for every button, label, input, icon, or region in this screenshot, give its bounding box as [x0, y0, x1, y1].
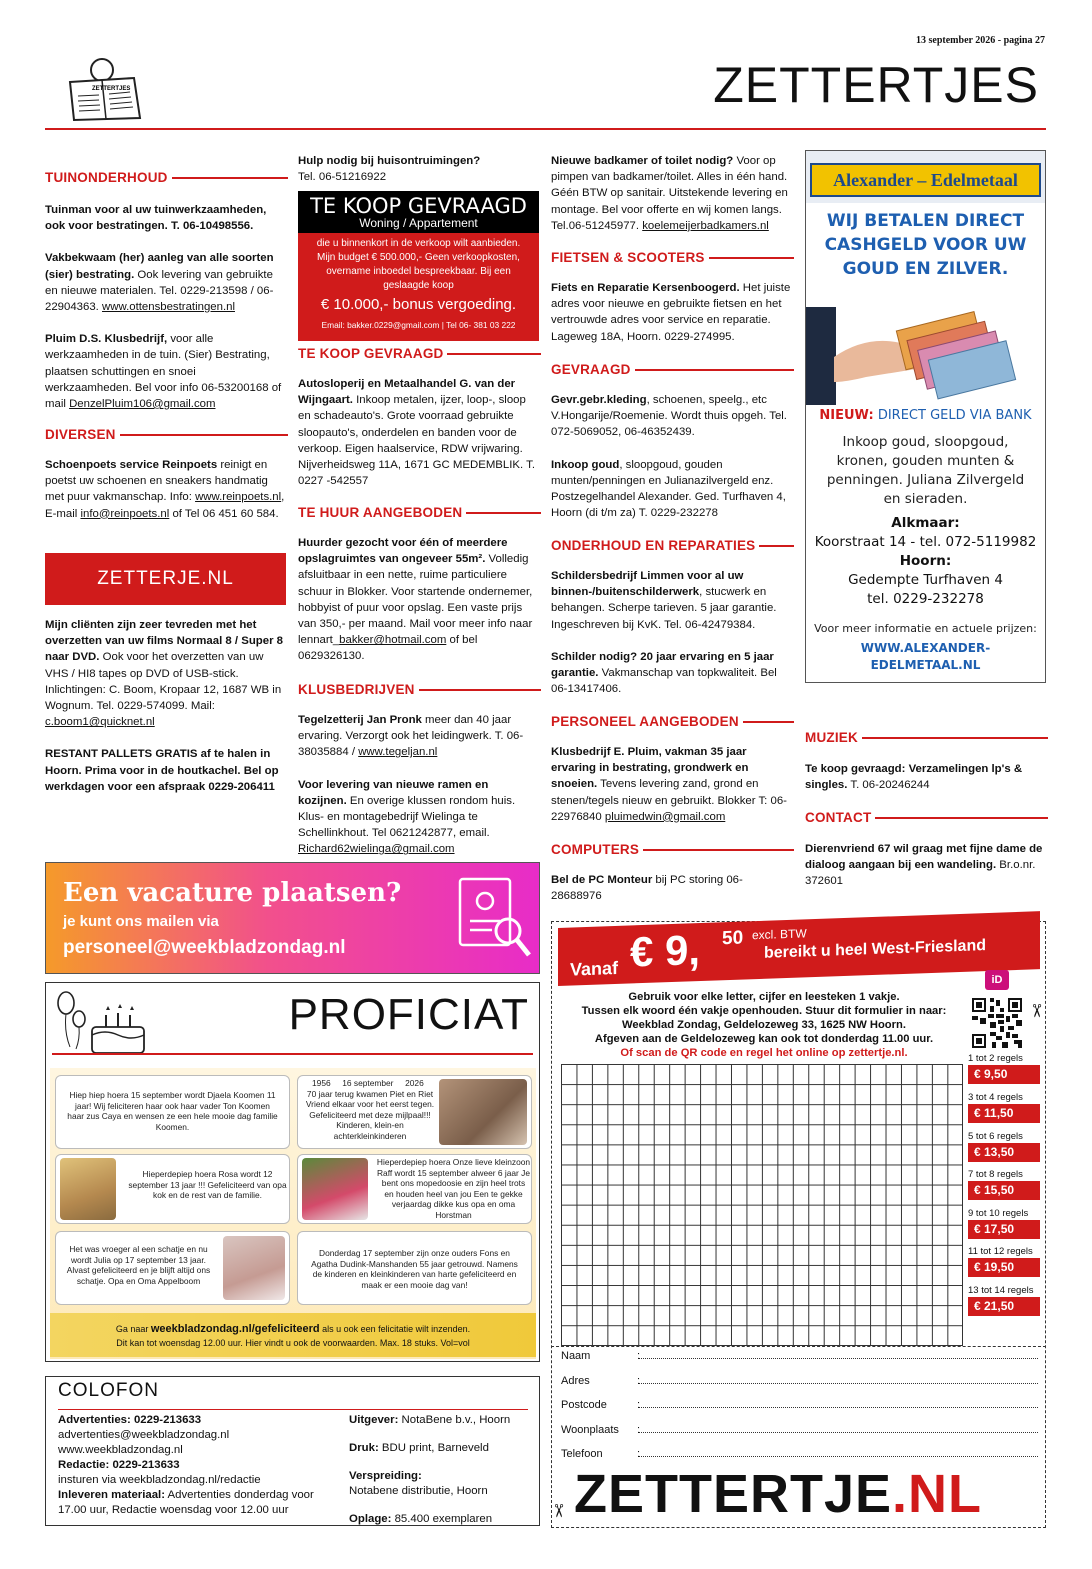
felicitatie-rosa: Hieperdepiep hoera Rosa wordt 12 september 13 jaar !!! Gefeliciteerd van opa kok en de rest van de familie.	[55, 1154, 290, 1224]
ad-kozijnen: Voor levering van nieuwe ramen en kozijnen. En overige klussen rondom huis. Klus- en montagebedrijf Wielinga te Schellinkhout. Tel 0621242877, email. Richard62wielinga@gmail.com	[298, 778, 516, 856]
ad-schildersbedrijf: Schildersbedrijf Limmen voor al uw binnen-/buitenschilderwerk, stucwerk en behangen. Scherpe tarieven. 5 jaar garantie. Ingeschreven bij KvK. Tel. 06-42479384.	[551, 570, 777, 631]
section-contact: CONTACT	[805, 808, 1048, 827]
colofon-uitgever: NotaBene b.v., Hoorn	[398, 1414, 511, 1426]
ad-woning-mail: Email: bakker.0229@gmail.com | Tel 06- 381 03 222	[321, 320, 516, 330]
price-tier: 7 tot 8 regels € 15,50	[968, 1168, 1040, 1200]
colofon-adv: Advertenties: 0229-213633	[58, 1414, 202, 1426]
vacature-subtitle: je kunt ons mailen via	[63, 913, 219, 930]
ad-bestrating: Vakbekwaam (her) aanleg van alle soorten (sier) bestrating. Ook levering van gebruikte en nieuwe materialen. Tel. 0229-213598 / 06-22904363. www.ottensbestratingen.nl	[45, 252, 274, 313]
raff-photo	[302, 1158, 368, 1220]
colofon-druk: BDU print, Barneveld	[378, 1442, 489, 1454]
pluimedwin-mail-link[interactable]: pluimedwin@gmail.com	[604, 810, 726, 823]
column-1-diversen	[45, 457, 285, 538]
ad-woning-text: die u binnenkort in de verkoop wilt aanbieden. Mijn budget € 500.000,- Geen verkoopkosten, overname inboedel bespreekbaar. Bij een geslaagde koop	[316, 238, 521, 291]
price-btw: excl. BTW	[752, 926, 807, 943]
alexander-alkmaar: Alkmaar:	[891, 515, 960, 532]
vacature-banner[interactable]	[45, 862, 540, 974]
pluim-mail-link[interactable]: DenzelPluim106@gmail.com	[69, 397, 216, 410]
colofon-title: COLOFON	[58, 1380, 159, 1401]
ottens-link[interactable]: www.ottensbestratingen.nl	[102, 300, 235, 313]
alexander-hoorn: Hoorn:	[899, 553, 952, 570]
ad-tuinman: Tuinman voor al uw tuinwerkzaamheden, ook voor bestratingen. T. 06-10498556.	[45, 204, 267, 233]
ideal-icon: iD	[985, 970, 1009, 990]
ad-pc-monteur: Bel de PC Monteur bij PC storing 06-28688976	[551, 874, 743, 903]
scissors-icon-bottom: ✂	[548, 1503, 569, 1519]
alexander-headline: WIJ BETALEN DIRECT CASHGELD VOOR UW GOUD EN ZILVER.	[824, 211, 1027, 279]
newspaper-icon-text: ZETTERTJES	[92, 86, 131, 92]
ad-klusbedrijf-pluim: Klusbedrijf E. Pluim, vakman 35 jaar ervaring in bestrating, grondwerk en snoeien. Tevens levering zand, grond en stenen/tegels nieuw en gebruikt. Blokker T: 06-22976840 pluimedwin@gmail.com	[551, 746, 787, 823]
form-field-adres[interactable]: Adres :	[561, 1374, 1038, 1396]
alexander-nieuw-text: DIRECT GELD VIA BANK	[873, 408, 1032, 423]
brand-zettertje: ZETTERTJE	[574, 1464, 893, 1524]
lennart-mail-link[interactable]: bakker@hotmail.com	[339, 634, 447, 647]
header-rule	[45, 128, 1046, 130]
section-tuinonderhoud: TUINONDERHOUD	[45, 168, 288, 187]
section-klusbedrijven: KLUSBEDRIJVEN	[298, 680, 541, 699]
column-2-thu	[298, 535, 538, 681]
brand-nl: .NL	[892, 1464, 983, 1524]
alexander-nieuw: NIEUW:	[819, 408, 874, 423]
letter-grid[interactable]	[561, 1064, 963, 1346]
price-vanaf: Vanaf	[570, 957, 619, 980]
section-muziek: MUZIEK	[805, 728, 1048, 747]
section-te-huur: TE HUUR AANGEBODEN	[298, 503, 541, 522]
couple-photo	[439, 1079, 527, 1145]
column-3-fiets	[551, 280, 793, 361]
zettertje-brand	[574, 1466, 982, 1522]
alexander-text: Inkoop goud, sloopgoud, kronen, gouden munten & penningen. Juliana Zilvergeld en sieraden.	[826, 434, 1025, 508]
price-main: € 9,	[630, 926, 701, 976]
alexander-info: Voor meer informatie en actuele prijzen:	[814, 622, 1037, 636]
ad-lp: Te koop gevraagd: Verzamelingen lp's & singles. T. 06-20246244	[805, 763, 1023, 792]
section-diversen: DIVERSEN	[45, 425, 288, 444]
section-computers: COMPUTERS	[551, 840, 794, 859]
newspaper-reader-icon	[62, 56, 152, 124]
scissors-icon: ✂	[1026, 1003, 1047, 1019]
section-te-koop-gevraagd: TE KOOP GEVRAAGD	[298, 344, 541, 363]
page-date: 13 september 2026 - pagina 27	[916, 35, 1045, 46]
boom-mail-link[interactable]: c.boom1@quicknet.nl	[45, 716, 155, 729]
proficiat-section	[45, 982, 540, 1362]
reinpoets-link[interactable]: www.reinpoets.nl	[195, 491, 282, 504]
form-field-woonplaats[interactable]: Woonplaats :	[561, 1423, 1038, 1445]
form-instructions: Gebruik voor elke letter, cijfer en leesteken 1 vakje. Tussen elk woord één vakje openhouden. Stuur dit formulier in naar: Weekblad Zondag, Geldelozeweg 33, 1625 NW Hoorn. Afgeven aan de Geldelozeweg kan ook tot donderdag 11.00 uur. Of scan de QR code en regel het online op zettertje.nl.	[566, 990, 962, 1060]
ad-huisontruiming: Hulp nodig bij huisontruimingen? Tel. 06-51216922	[298, 155, 481, 184]
column-4-muziek	[805, 761, 1045, 809]
price-tier: 13 tot 14 regels € 21,50	[968, 1284, 1040, 1316]
section-gevraagd: GEVRAAGD	[551, 360, 794, 379]
ad-pluim: Pluim D.S. Klusbedrijf, voor alle werkzaamheden in de tuin. (Sier) Bestrating, plaatsen schuttingen en snoei werkzaamheden. Bel voor info 06-53200168 of mail DenzelPluim106@gmail.com	[45, 333, 282, 410]
colofon-verspreiding: Notabene distributie, Hoorn	[349, 1485, 488, 1497]
vacature-mail[interactable]: personeel@weekbladzondag.nl	[63, 937, 346, 958]
column-3-comp	[551, 872, 793, 920]
colofon-oplage: 85.400 exemplaren	[391, 1513, 493, 1525]
ad-fietsen: Fiets en Reparatie Kersenboogerd. Het juiste adres voor nieuwe en gebruikte fietsen en het vertrouwde adres voor service en reparatie. Lageweg 18A, Hoorn. 0229-274995.	[551, 282, 791, 343]
vacature-title: Een vacature plaatsen?	[63, 878, 402, 908]
tegeljan-link[interactable]: www.tegeljan.nl	[358, 746, 438, 759]
ad-schilder: Schilder nodig? 20 jaar ervaring en 5 jaar garantie. Vakmanschap van topkwaliteit. Bel 06-13417406.	[551, 650, 777, 696]
colofon-red: Redactie: 0229-213633	[58, 1459, 180, 1471]
colofon-inleveren: Advertenties donderdag voor 17.00 uur, Redactie woensdag voor 12.00 uur	[58, 1489, 314, 1516]
document-search-icon	[454, 873, 534, 963]
julia-photo	[223, 1236, 285, 1300]
zetterje-banner[interactable]: ZETTERJE.NL	[45, 553, 286, 605]
price-tier: 1 tot 2 regels € 9,50	[968, 1052, 1040, 1084]
alexander-hoorn-phone: tel. 0229-232278	[867, 591, 984, 608]
koelemeijer-link[interactable]: koelemeijerbadkamers.nl	[642, 219, 769, 232]
ad-opslag: Huurder gezocht voor één of meerdere opslagruimtes van ongeveer 55m². Volledig afsluitbaar in een nette, ruime particuliere schuur in Blokker. Voor startende ondernemer, hobbyist of puur voor opslag. Een vaste prijs van 350,- per maand. Mail voor meer info naar lennart_bakker@hotmail.com of bel 0629326130.	[298, 537, 533, 663]
proficiat-title: PROFICIAT	[288, 990, 529, 1039]
qr-code-icon[interactable]	[972, 998, 1022, 1048]
felicitatie-vriend: 1956 16 september 2026 70 jaar terug kwamen Piet en Riet Vriend elkaar voor het eerst tegen. Gefeliciteerd met deze mijlpaal!!! Kinderen, klein-en achterkleinkinderen	[297, 1075, 532, 1149]
section-onderhoud: ONDERHOUD EN REPARATIES	[551, 536, 794, 555]
price-tier: 11 tot 12 regels € 19,50	[968, 1245, 1040, 1277]
proficiat-footer[interactable]: Ga naar weekbladzondag.nl/gefeliciteerd als u ook een felicitatie wilt inzenden. Dit kan tot woensdag 12.00 uur. Hier vindt u ook de voorwaarden. Max. 18 stuks. Vol=vol	[50, 1313, 536, 1357]
ad-badkamer: Nieuwe badkamer of toilet nodig? Voor op pimpen van badkamer/toilet. Alles in één hand. Géén BTW op sanitair. Uitstekende levering en montage. Bel voor offerte en wij komen langs. Tel.06-51245977. koelemeijerbadkamers.nl	[551, 155, 788, 232]
ad-pallets: RESTANT PALLETS GRATIS af te halen in Hoorn. Prima voor in de houtkachel. Bel op werkdagen voor een afspraak 0229-206411	[45, 748, 279, 793]
ad-woning-title: TE KOOP GEVRAAGD	[310, 194, 527, 218]
felicitatie-dudink: Donderdag 17 september zijn onze ouders Fons en Agatha Dudink-Manshanden 55 jaar getrouwd. Namens de kinderen en kleinkinderen van harte gefeliciteerd en maak er een mooie dag van!	[297, 1231, 532, 1305]
ad-inkoop-goud: Inkoop goud, sloopgoud, gouden munten/penningen en Julianazilvergeld enz. Postzegelhandel Alexander. Ged. Turfhaven 4, Hoorn (di t/m za) T. 0229-232278	[551, 458, 786, 520]
ad-reinpoets: Schoenpoets service Reinpoets reinigt en poetst uw schoenen en sneakers handmatig met puur vakmanschap. Info: www.reinpoets.nl, E-mail info@reinpoets.nl of Tel 06 451 60 584.	[45, 459, 285, 520]
price-tier: 9 tot 10 regels € 17,50	[968, 1207, 1040, 1239]
ad-te-koop-woning	[298, 191, 539, 341]
felicitatie-raff: Hieperdepiep hoera Onze lieve kleinzoon Raff wordt 15 september alweer 6 jaar Je bent ons mopedoosie en zijn heel trots en houden heel van jou Een te gekke verjaardag dikke kus opa en oma Horstman	[297, 1154, 532, 1224]
rosa-photo	[60, 1158, 116, 1220]
colofon-section: COLOFON Advertenties: 0229-213633 advertenties@weekbladzondag.nl www.weekbladzondag.nl Redactie: 0229-213633 insturen via weekbladzondag.nl/redactie Inleveren materiaal: Advertenties donderdag voor 17.00 uur, Redactie woensdag voor 12.00 uur Uitgever: NotaBene b.v., Hoorn Druk: BDU print, Barneveld Verspreiding: Notabene distributie, Hoorn Oplage: 85.400 exemplaren	[45, 1376, 540, 1526]
alexander-hoorn-address: Gedempte Turfhaven 4	[848, 572, 1003, 589]
price-bereikt: bereikt u heel West-Friesland	[764, 937, 986, 962]
price-tier: 3 tot 4 regels € 11,50	[968, 1091, 1040, 1123]
column-1-top	[45, 202, 285, 428]
ad-kleding: Gevr.gebr.kleding, schoenen, speelg., etc V.Hongarije/Roemenie. Wordt thuis opgeh. Tel. 072-5069052, 06-46352439.	[551, 394, 787, 439]
form-qr-instruction: Of scan de QR code en regel het online op zettertje.nl.	[620, 1047, 908, 1059]
colofon-adv-web[interactable]: www.weekbladzondag.nl	[58, 1444, 183, 1456]
form-field-telefoon[interactable]: Telefoon :	[561, 1447, 1038, 1469]
form-field-naam[interactable]: Naam :	[561, 1349, 1038, 1371]
ad-woning-bonus: € 10.000,- bonus vergoeding.	[320, 296, 517, 313]
wielinga-mail-link[interactable]: Richard62wielinga@gmail.com	[298, 843, 455, 856]
alexander-alkmaar-address: Koorstraat 14 - tel. 072-5119982	[814, 534, 1037, 551]
money-hand-image	[806, 287, 1045, 405]
reinpoets-mail-link[interactable]: info@reinpoets.nl	[80, 507, 170, 520]
column-3-pers	[551, 744, 793, 841]
section-personeel: PERSONEEL AANGEBODEN	[551, 712, 794, 731]
felicitatie-djaela: Hiep hiep hoera 15 september wordt Djaela Koomen 11 jaar! Wij feliciteren haar ook haar vader Ton Koomen haar zus Caya en wensen ze een hele mooie dag familie Koomen.	[55, 1075, 290, 1149]
ad-dierenvriend: Dierenvriend 67 wil graag met fijne dame de dialoog aangaan bij een wandeling. Br.o.nr. 372601	[805, 843, 1043, 888]
ad-tegelzetterij: Tegelzetterij Jan Pronk meer dan 40 jaar ervaring. Verzorgt ook het leidingwerk. T. 06-38035884 / www.tegeljan.nl	[298, 714, 524, 759]
ad-alexander-edelmetaal	[805, 150, 1046, 683]
column-3-gevr	[551, 392, 793, 537]
ad-films: Mijn cliënten zijn zeer tevreden met het overzetten van uw films Normaal 8 / Super 8 naar DVD. Ook voor het overzetten van uw VHS / HI8 tapes op DVD of USB-stick. Inlichtingen: C. Boom, Kropaar 12, 1687 WB in Wognum. Tel. 0229-574099. Mail: c.boom1@quicknet.nl	[45, 619, 284, 729]
column-4-contact	[805, 841, 1045, 906]
section-fietsen: FIETSEN & SCOOTERS	[551, 248, 794, 267]
form-field-postcode[interactable]: Postcode :	[561, 1398, 1038, 1420]
column-1-bottom	[45, 617, 285, 811]
column-3-ond	[551, 568, 793, 713]
column-2-klus	[298, 712, 538, 874]
colofon-adv-mail[interactable]: advertenties@weekbladzondag.nl	[58, 1429, 230, 1441]
column-2-tkg	[298, 376, 538, 505]
gefeliciteerd-link[interactable]: weekbladzondag.nl/gefeliciteerd	[150, 1323, 320, 1335]
price-cents: 50	[722, 927, 744, 950]
ad-autosloperij: Autosloperij en Metaalhandel G. van der Wijngaart. Inkoop metalen, ijzer, loop-, sloop en schadeauto's. Grote voorraad gebruikte sloopauto's, onderdelen en banden voor de verkoop. Eigen haalservice, RDW vrijwaring. Nijverheidsweg 11A, 1671 GC MEDEMBLIK. T. 0227 -542557	[298, 378, 535, 488]
felicitatie-julia: Het was vroeger al een schatje en nu wordt Julia op 17 september 13 jaar. Alvast gefeliciteerd en je blijft altijd ons schatje. Opa en Oma Appelboom	[55, 1231, 290, 1305]
alexander-logo: Alexander – Edelmetaal	[810, 163, 1041, 197]
page-title: ZETTERTJES	[713, 57, 1039, 113]
colofon-red-text: insturen via weekbladzondag.nl/redactie	[58, 1474, 261, 1486]
birthday-cake-icon	[52, 987, 152, 1057]
price-tier: 5 tot 6 regels € 13,50	[968, 1130, 1040, 1162]
ad-woning-subtitle: Woning / Appartement	[359, 216, 478, 230]
column-3-top	[551, 153, 793, 250]
alexander-url[interactable]: WWW.ALEXANDER-EDELMETAAL.NL	[860, 641, 991, 673]
felicitatie-vriend-years: 1956 16 september 2026	[312, 1078, 424, 1088]
